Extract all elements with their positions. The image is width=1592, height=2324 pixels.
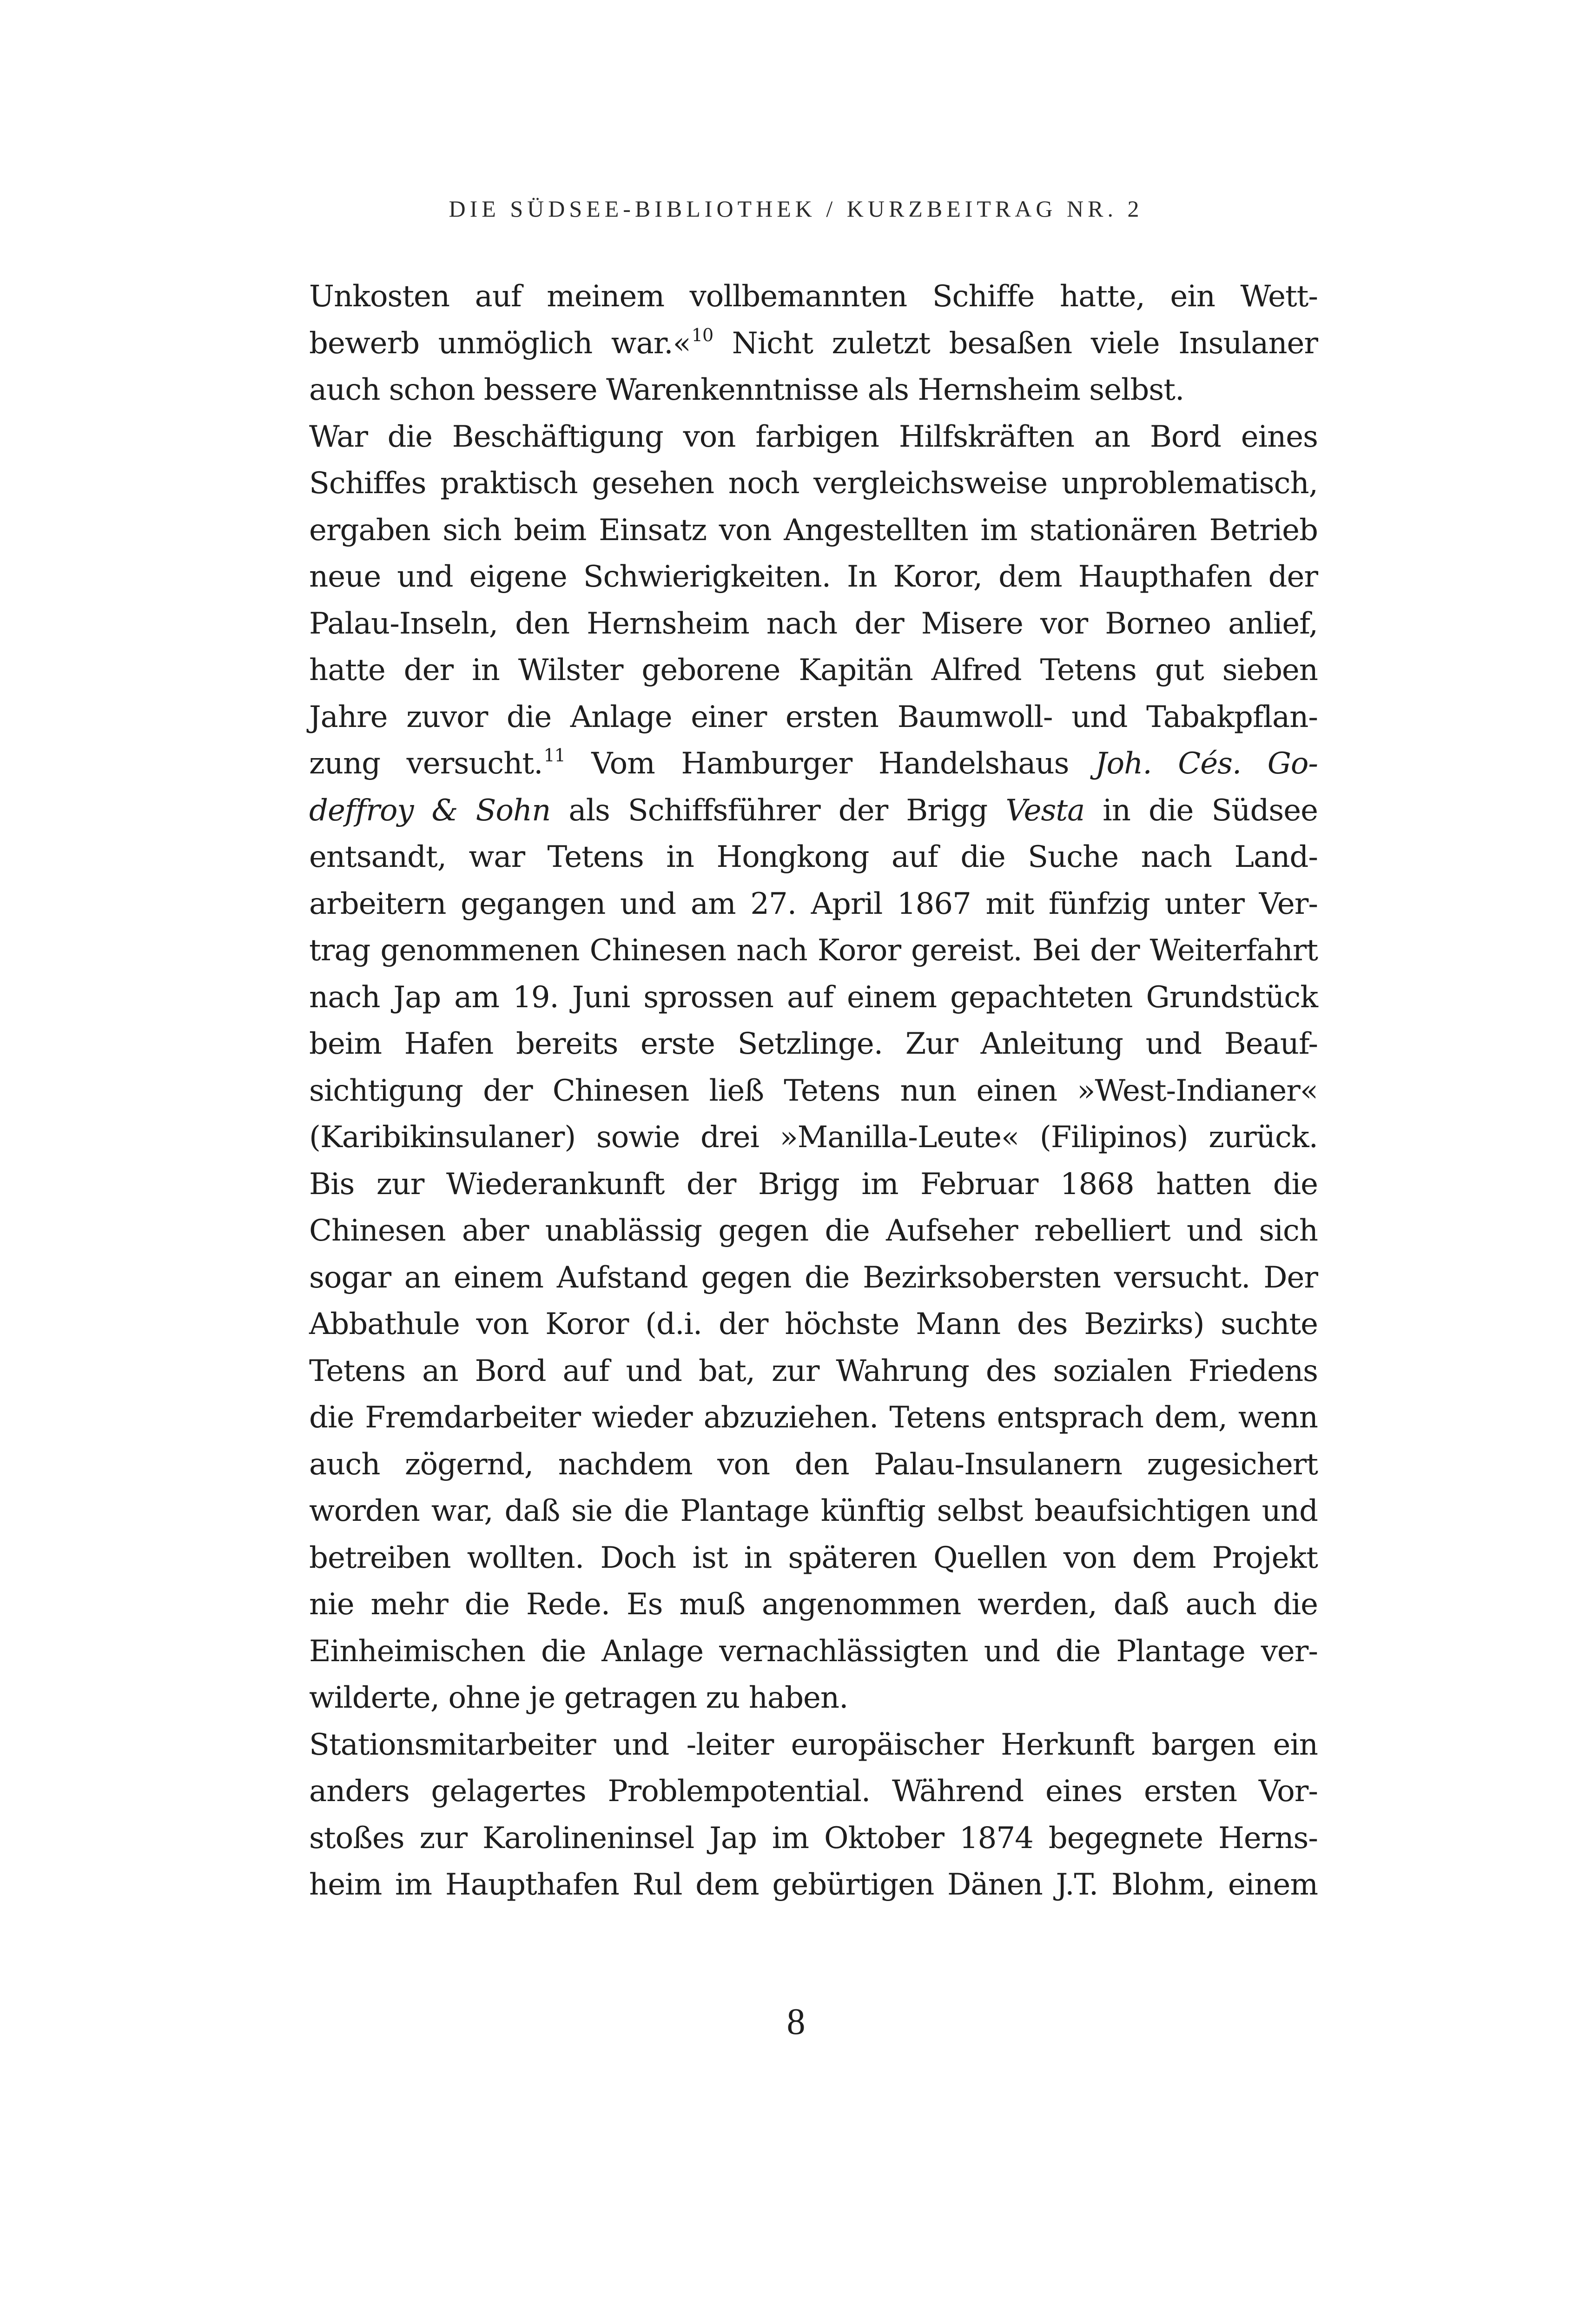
- text-line: [309, 694, 1318, 741]
- text-fragment: bewerb unmöglich war.«: [309, 326, 691, 361]
- text-line: [309, 554, 1318, 601]
- text-line: [309, 1815, 1318, 1862]
- text-fragment: anders gelagertes Problempotential. Während eines ersten Vor-: [309, 1774, 1318, 1809]
- text-line: [309, 1254, 1318, 1301]
- text-line: [309, 647, 1318, 694]
- text-fragment: Nicht zuletzt besaßen viele Insulaner: [713, 326, 1318, 361]
- text-fragment: Abbathule von Koror (d.i. der höchste Mann des Bezirks) suchte: [309, 1307, 1318, 1341]
- text-fragment: Stationsmitarbeiter und -leiter europäischer Herkunft bargen ein: [309, 1727, 1318, 1762]
- text-line: [309, 974, 1318, 1021]
- text-line: [309, 273, 1318, 320]
- text-fragment: entsandt, war Tetens in Hongkong auf die Suche nach Land-: [309, 840, 1318, 874]
- text-line: [309, 460, 1318, 507]
- text-fragment: neue und eigene Schwierigkeiten. In Koror, dem Haupthafen der: [309, 560, 1318, 594]
- text-fragment: (Karibikinsulaner) sowie drei »Manilla-Leute« (Filipinos) zurück.: [309, 1120, 1318, 1155]
- text-fragment: ergaben sich beim Einsatz von Angestellten im stationären Betrieb: [309, 513, 1318, 548]
- text-fragment: Palau-Inseln, den Hernsheim nach der Misere vor Borneo anlief,: [309, 606, 1318, 641]
- italic-text: Vesta: [1005, 793, 1085, 828]
- text-fragment: als Schiffsführer der Brigg: [550, 793, 1006, 828]
- text-fragment: zung versucht.: [309, 746, 543, 781]
- text-line: [309, 1441, 1318, 1488]
- text-fragment: Tetens an Bord auf und bat, zur Wahrung des sozialen Friedens: [309, 1353, 1318, 1388]
- text-fragment: War die Beschäftigung von farbigen Hilfskräften an Bord eines: [309, 419, 1318, 454]
- text-fragment: Chinesen aber unablässig gegen die Aufseher rebelliert und sich: [309, 1214, 1318, 1248]
- text-line: [309, 1675, 1318, 1722]
- text-line: [309, 927, 1318, 974]
- text-fragment: Einheimischen die Anlage vernachlässigten und die Plantage ver-: [309, 1634, 1318, 1669]
- footnote-marker: 10: [691, 324, 713, 345]
- text-line: [309, 1862, 1318, 1908]
- text-fragment: betreiben wollten. Doch ist in späteren Quellen von dem Projekt: [309, 1540, 1318, 1575]
- text-line: [309, 1021, 1318, 1068]
- text-line: [309, 1768, 1318, 1815]
- text-fragment: Bis zur Wiederankunft der Brigg im Februar 1868 hatten die: [309, 1167, 1318, 1202]
- text-line: [309, 1068, 1318, 1115]
- text-fragment: in die Südsee: [1084, 793, 1318, 828]
- text-line: [309, 1348, 1318, 1395]
- text-fragment: Unkosten auf meinem vollbemannten Schiffe hatte, ein Wett-: [309, 279, 1318, 314]
- text-fragment: stoßes zur Karolineninsel Jap im Oktober 1874 begegnete Herns-: [309, 1821, 1318, 1855]
- text-line: [309, 1488, 1318, 1535]
- text-line: [309, 1301, 1318, 1348]
- text-line: [309, 834, 1318, 881]
- text-fragment: sogar an einem Aufstand gegen die Bezirksobersten versucht. Der: [309, 1260, 1318, 1295]
- text-line: [309, 320, 1318, 367]
- text-line: [309, 414, 1318, 461]
- text-line: [309, 507, 1318, 554]
- running-head: DIE SÜDSEE-BIBLIOTHEK / KURZBEITRAG NR. 2: [449, 196, 1143, 222]
- text-fragment: Jahre zuvor die Anlage einer ersten Baumwoll- und Tabakpflan-: [309, 700, 1318, 734]
- body-text: [309, 273, 1318, 1908]
- italic-text: deffroy & Sohn: [309, 793, 551, 828]
- text-line: [309, 1394, 1318, 1441]
- text-line: [309, 1581, 1318, 1628]
- text-line: [309, 787, 1318, 834]
- text-line: [309, 1114, 1318, 1161]
- text-fragment: beim Hafen bereits erste Setzlinge. Zur Anleitung und Beauf-: [309, 1027, 1318, 1061]
- text-line: [309, 1161, 1318, 1208]
- text-fragment: nie mehr die Rede. Es muß angenommen werden, daß auch die: [309, 1587, 1318, 1622]
- text-fragment: auch schon bessere Warenkenntnisse als Hernsheim selbst.: [309, 373, 1184, 407]
- text-line: [309, 601, 1318, 647]
- text-line: [309, 1208, 1318, 1254]
- text-line: [309, 1722, 1318, 1769]
- text-fragment: Vom Hamburger Handelshaus: [565, 746, 1095, 781]
- text-line: [309, 1535, 1318, 1582]
- text-fragment: heim im Haupthafen Rul dem gebürtigen Dänen J.T. Blohm, einem: [309, 1868, 1318, 1902]
- text-fragment: nach Jap am 19. Juni sprossen auf einem gepachteten Grundstück: [309, 980, 1318, 1015]
- footnote-marker: 11: [543, 745, 565, 766]
- text-fragment: Schiffes praktisch gesehen noch vergleichsweise unproblematisch,: [309, 466, 1318, 501]
- text-line: [309, 367, 1318, 414]
- text-line: [309, 740, 1318, 787]
- page-number: 8: [786, 2001, 806, 2042]
- text-fragment: die Fremdarbeiter wieder abzuziehen. Tetens entsprach dem, wenn: [309, 1400, 1318, 1435]
- text-fragment: hatte der in Wilster geborene Kapitän Alfred Tetens gut sieben: [309, 653, 1318, 687]
- text-fragment: auch zögernd, nachdem von den Palau-Insulanern zugesichert: [309, 1447, 1318, 1482]
- italic-text: Joh. Cés. Go-: [1095, 746, 1318, 781]
- text-fragment: sichtigung der Chinesen ließ Tetens nun einen »West-Indianer«: [309, 1073, 1318, 1108]
- text-line: [309, 881, 1318, 928]
- text-fragment: arbeitern gegangen und am 27. April 1867 mit fünfzig unter Ver-: [309, 886, 1318, 921]
- text-line: [309, 1628, 1318, 1675]
- text-fragment: worden war, daß sie die Plantage künftig selbst beaufsichtigen und: [309, 1494, 1318, 1528]
- text-fragment: wilderte, ohne je getragen zu haben.: [309, 1681, 848, 1715]
- text-fragment: trag genommenen Chinesen nach Koror gereist. Bei der Weiterfahrt: [309, 933, 1318, 968]
